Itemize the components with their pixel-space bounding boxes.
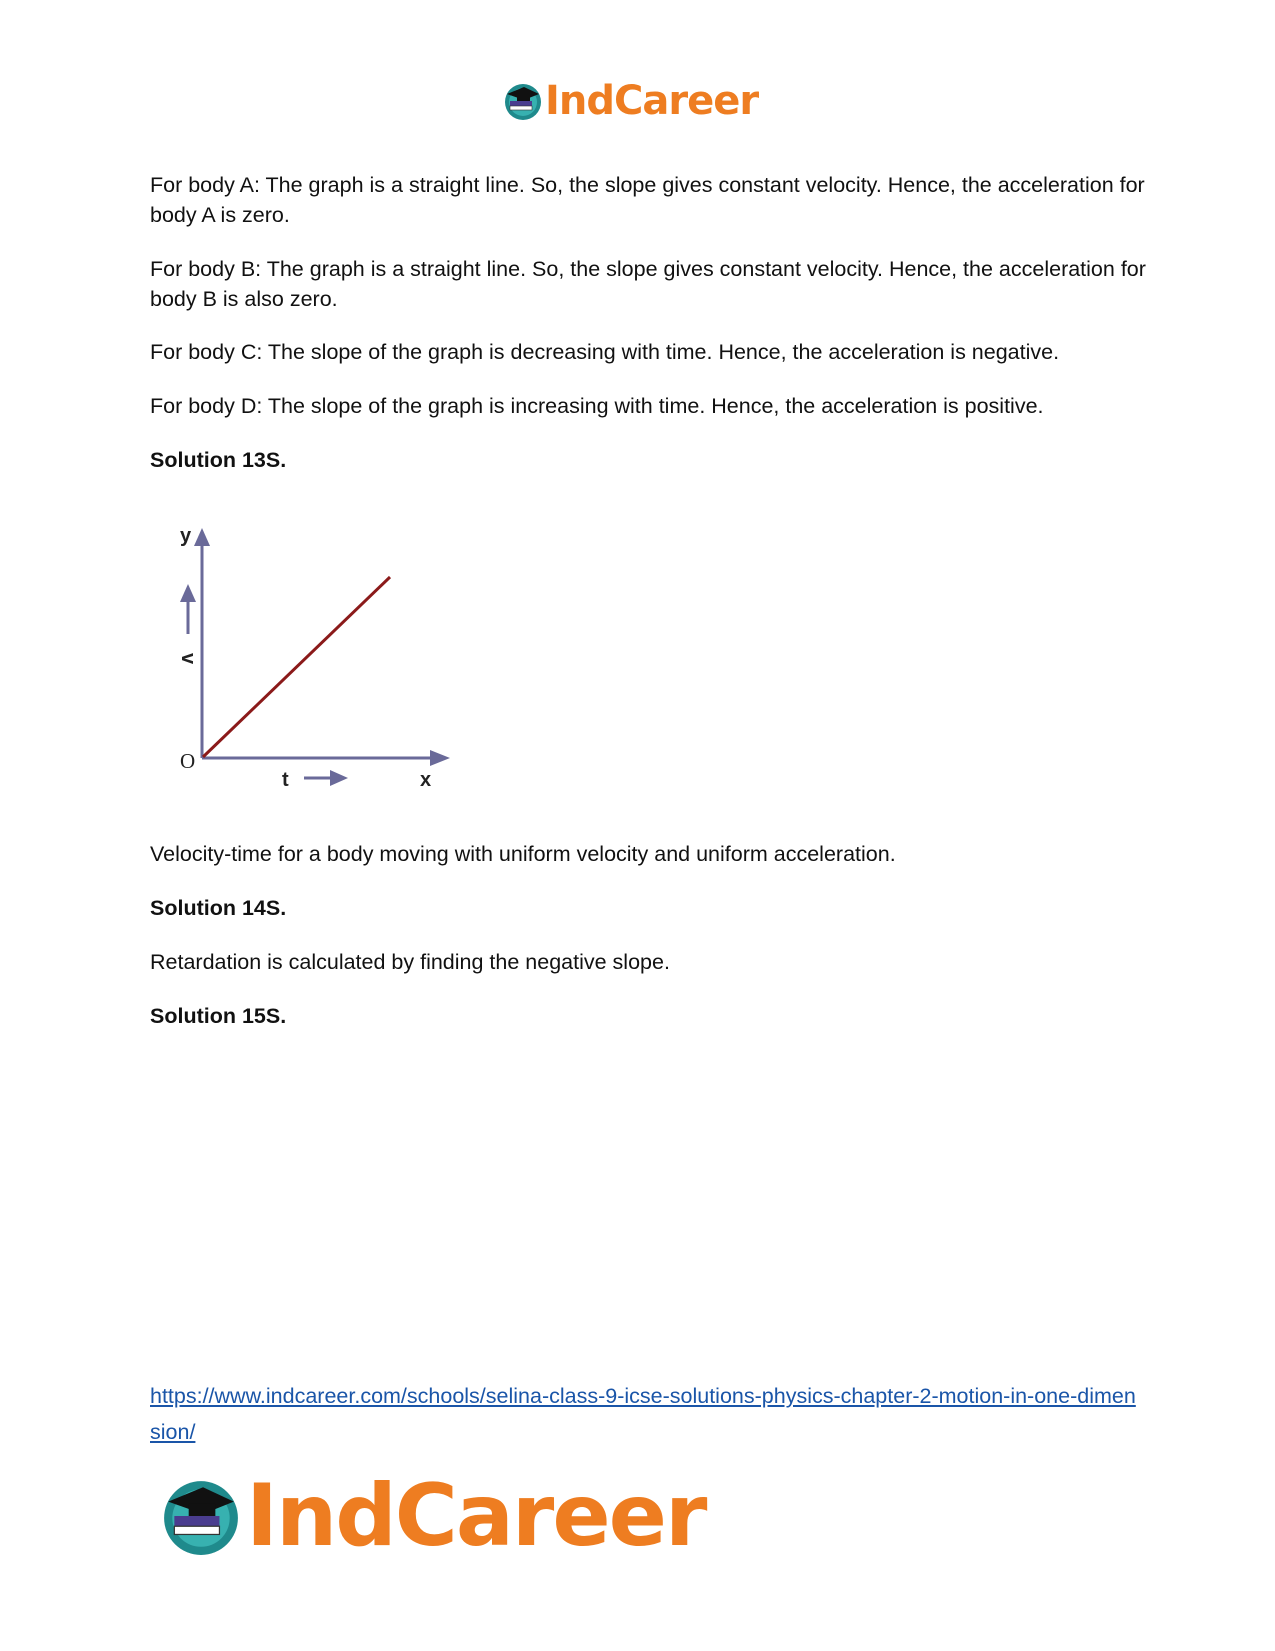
logo-text: IndCareer [246, 1466, 706, 1566]
paragraph-body-d: For body D: The slope of the graph is increasing with time. Hence, the acceleration is positive. [150, 394, 1044, 418]
time-arrow-head [330, 770, 348, 786]
paragraph-body-b: For body B: The graph is a straight line. So, the slope gives constant velocity. Hence, the acceleration for body B is also zero. [150, 257, 1146, 311]
x-axis-arrow [430, 750, 450, 766]
graduation-book-icon [503, 81, 543, 121]
header-logo [503, 78, 758, 124]
graph-caption: Velocity-time for a body moving with uniform velocity and uniform acceleration. [150, 842, 896, 866]
velocity-label: v [177, 653, 199, 665]
graduation-book-icon [160, 1475, 242, 1557]
velocity-time-graph [170, 522, 460, 800]
y-axis-arrow [194, 528, 210, 546]
velocity-arrow-head [180, 584, 196, 602]
origin-label: O [180, 749, 196, 773]
source-link[interactable]: https://www.indcareer.com/schools/selina-class-9-icse-solutions-physics-chapter-2-motion-in-one-dimension/ [150, 1384, 1136, 1444]
answer-solution-14: Retardation is calculated by finding the negative slope. [150, 950, 670, 974]
y-axis-label: y [180, 525, 192, 547]
time-label: t [282, 769, 289, 791]
heading-solution-14: Solution 14S. [150, 896, 287, 920]
x-axis-label: x [420, 769, 432, 791]
heading-solution-13: Solution 13S. [150, 448, 287, 472]
footer-logo [160, 1466, 705, 1566]
logo-text: IndCareer [545, 78, 759, 124]
paragraph-body-c: For body C: The slope of the graph is decreasing with time. Hence, the acceleration is negative. [150, 340, 1060, 364]
paragraph-body-a: For body A: The graph is a straight line. So, the slope gives constant velocity. Hence, the acceleration for body A is zero. [150, 173, 1145, 227]
velocity-line [203, 577, 390, 757]
heading-solution-15: Solution 15S. [150, 1004, 287, 1028]
